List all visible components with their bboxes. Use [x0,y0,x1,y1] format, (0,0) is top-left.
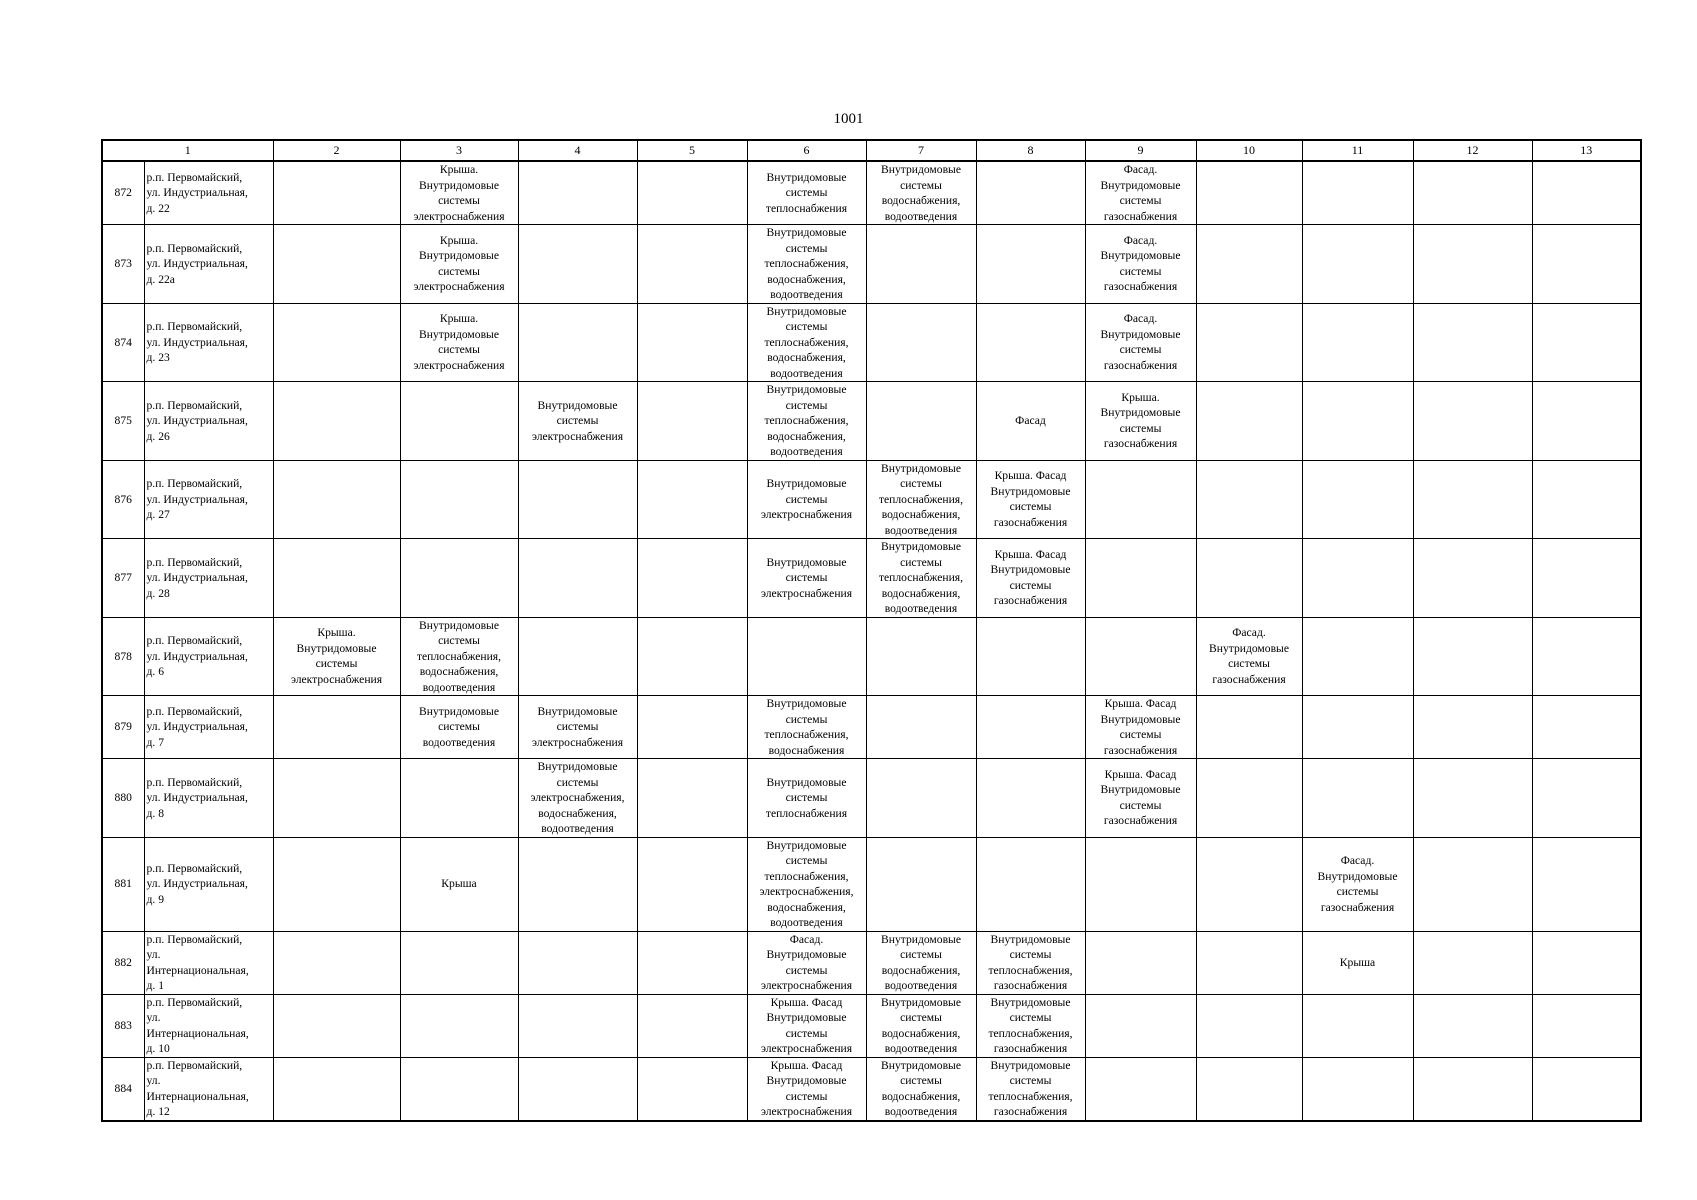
work-cell [1532,931,1641,994]
column-header: 11 [1302,140,1413,161]
work-cell [866,225,976,304]
work-cell [400,759,518,838]
table-row [102,225,1641,304]
work-cell [400,931,518,994]
work-cell [1532,759,1641,838]
work-cell [1302,460,1413,539]
work-cell [637,539,747,618]
work-cell: Внутридомовые системы теплоснабжения [747,161,866,225]
work-cell [1532,696,1641,759]
work-cell [1196,225,1302,304]
work-cell [637,994,747,1057]
address-cell: р.п. Первомайский, ул. Индустриальная, д. 6 [144,617,273,696]
work-cell: Фасад. Внутридомовые системы газоснабжения [1085,303,1196,382]
address-cell: р.п. Первомайский, ул. Индустриальная, д. 7 [144,696,273,759]
column-header: 4 [518,140,637,161]
work-cell [637,460,747,539]
work-cell [976,303,1085,382]
column-header: 1 [102,140,273,161]
work-cell [1413,837,1532,931]
work-cell [518,931,637,994]
row-number: 879 [102,696,144,759]
work-cell [1085,539,1196,618]
work-cell [637,303,747,382]
work-cell: Крыша [1302,931,1413,994]
work-cell [518,1057,637,1121]
work-cell: Крыша. Внутридомовые системы электроснабжения [400,161,518,225]
work-cell [273,460,400,539]
row-number: 881 [102,837,144,931]
address-cell: р.п. Первомайский, ул. Индустриальная, д. 22а [144,225,273,304]
work-cell [747,617,866,696]
row-number: 876 [102,460,144,539]
work-cell [976,696,1085,759]
work-cell [1532,539,1641,618]
work-cell [1196,994,1302,1057]
work-cell [1196,539,1302,618]
address-cell: р.п. Первомайский, ул. Индустриальная, д. 23 [144,303,273,382]
address-cell: р.п. Первомайский, ул. Интернациональная, д. 12 [144,1057,273,1121]
work-cell [518,460,637,539]
work-cell [518,225,637,304]
work-cell [273,225,400,304]
row-number: 882 [102,931,144,994]
work-cell [518,617,637,696]
work-cell: Внутридомовые системы теплоснабжения, водоснабжения, водоотведения [400,617,518,696]
work-cell [518,303,637,382]
work-cell [273,161,400,225]
work-cell [1532,225,1641,304]
row-number: 880 [102,759,144,838]
work-cell: Внутридомовые системы теплоснабжения, газоснабжения [976,994,1085,1057]
work-cell [1302,617,1413,696]
work-cell: Внутридомовые системы водоснабжения, водоотведения [866,1057,976,1121]
work-cell [1196,837,1302,931]
table-row [102,994,1641,1057]
work-cell [637,759,747,838]
work-cell [273,994,400,1057]
work-cell: Крыша. Фасад Внутридомовые системы газоснабжения [1085,696,1196,759]
work-cell [1302,696,1413,759]
row-number: 872 [102,161,144,225]
work-cell [1196,696,1302,759]
work-cell [1532,303,1641,382]
work-cell [637,837,747,931]
work-cell [1085,617,1196,696]
work-cell [400,1057,518,1121]
column-header: 9 [1085,140,1196,161]
work-cell [866,696,976,759]
work-cell: Крыша. Внутридомовые системы электроснабжения [400,225,518,304]
work-cell [400,539,518,618]
row-number: 877 [102,539,144,618]
work-cell [1413,161,1532,225]
address-cell: р.п. Первомайский, ул. Индустриальная, д. 28 [144,539,273,618]
work-cell [866,617,976,696]
address-cell: р.п. Первомайский, ул. Интернациональная, д. 1 [144,931,273,994]
column-header: 10 [1196,140,1302,161]
address-cell: р.п. Первомайский, ул. Индустриальная, д. 26 [144,382,273,461]
address-cell: р.п. Первомайский, ул. Интернациональная, д. 10 [144,994,273,1057]
address-cell: р.п. Первомайский, ул. Индустриальная, д. 27 [144,460,273,539]
work-cell [1196,759,1302,838]
work-cell [1413,225,1532,304]
work-cell [400,994,518,1057]
work-cell: Фасад. Внутридомовые системы газоснабжения [1302,837,1413,931]
table-row [102,1057,1641,1121]
work-cell [1302,759,1413,838]
table-row [102,161,1641,225]
repair-schedule-table [101,139,1642,1122]
work-cell: Крыша. Фасад Внутридомовые системы электроснабжения [747,1057,866,1121]
work-cell: Внутридомовые системы теплоснабжения, водоснабжения, водоотведения [747,382,866,461]
work-cell [866,759,976,838]
work-cell [637,225,747,304]
column-header: 7 [866,140,976,161]
table-row [102,759,1641,838]
work-cell [1413,994,1532,1057]
table-row [102,931,1641,994]
work-cell [1196,382,1302,461]
work-cell [1413,460,1532,539]
work-cell [1532,994,1641,1057]
work-cell [1085,931,1196,994]
work-cell [637,382,747,461]
work-cell: Фасад. Внутридомовые системы газоснабжения [1085,161,1196,225]
work-cell [1302,161,1413,225]
work-cell: Крыша. Фасад Внутридомовые системы газоснабжения [1085,759,1196,838]
work-cell [273,696,400,759]
work-cell: Внутридомовые системы теплоснабжения, водоснабжения, водоотведения [866,460,976,539]
work-cell: Внутридомовые системы водоотведения [400,696,518,759]
work-cell: Внутридомовые системы водоснабжения, водоотведения [866,931,976,994]
work-cell [976,225,1085,304]
work-cell [1302,225,1413,304]
table-row [102,303,1641,382]
work-cell: Внутридомовые системы электроснабжения, водоснабжения, водоотведения [518,759,637,838]
work-cell [1302,539,1413,618]
work-cell: Внутридомовые системы водоснабжения, водоотведения [866,161,976,225]
work-cell: Фасад. Внутридомовые системы газоснабжения [1196,617,1302,696]
work-cell: Крыша [400,837,518,931]
work-cell [1413,696,1532,759]
row-number: 884 [102,1057,144,1121]
column-header: 8 [976,140,1085,161]
table-row [102,382,1641,461]
work-cell [637,161,747,225]
work-cell [1196,1057,1302,1121]
table-row [102,696,1641,759]
work-cell [1196,460,1302,539]
work-cell [273,759,400,838]
address-cell: р.п. Первомайский, ул. Индустриальная, д. 22 [144,161,273,225]
row-number: 883 [102,994,144,1057]
work-cell [1302,303,1413,382]
table-row [102,617,1641,696]
address-cell: р.п. Первомайский, ул. Индустриальная, д. 8 [144,759,273,838]
work-cell: Внутридомовые системы электроснабжения [518,696,637,759]
work-cell: Внутридомовые системы теплоснабжения, водоснабжения, водоотведения [747,225,866,304]
work-cell: Крыша. Внутридомовые системы электроснабжения [273,617,400,696]
work-cell [1532,161,1641,225]
work-cell: Крыша. Фасад Внутридомовые системы газоснабжения [976,539,1085,618]
work-cell [518,837,637,931]
work-cell [1302,994,1413,1057]
work-cell [273,382,400,461]
work-cell [1532,1057,1641,1121]
work-cell: Внутридомовые системы теплоснабжения [747,759,866,838]
work-cell [1413,931,1532,994]
work-cell [1532,382,1641,461]
row-number: 875 [102,382,144,461]
work-cell [637,696,747,759]
column-header: 5 [637,140,747,161]
work-cell [1413,759,1532,838]
column-header: 6 [747,140,866,161]
work-cell [1302,382,1413,461]
row-number: 873 [102,225,144,304]
work-cell [1413,539,1532,618]
work-cell [637,931,747,994]
work-cell: Внутридомовые системы теплоснабжения, электроснабжения, водоснабжения, водоотведения [747,837,866,931]
work-cell [976,759,1085,838]
work-cell [1196,931,1302,994]
work-cell [273,539,400,618]
work-cell [273,837,400,931]
work-cell [1413,303,1532,382]
row-number: 874 [102,303,144,382]
table-row [102,539,1641,618]
work-cell [400,382,518,461]
work-cell [518,994,637,1057]
work-cell: Внутридомовые системы водоснабжения, водоотведения [866,994,976,1057]
work-cell [1302,1057,1413,1121]
work-cell [637,1057,747,1121]
work-cell [976,837,1085,931]
work-cell: Внутридомовые системы теплоснабжения, водоснабжения, водоотведения [747,303,866,382]
address-cell: р.п. Первомайский, ул. Индустриальная, д. 9 [144,837,273,931]
work-cell [518,539,637,618]
column-header-row [102,140,1641,161]
work-cell [976,617,1085,696]
work-cell: Внутридомовые системы электроснабжения [518,382,637,461]
work-cell [637,617,747,696]
column-header: 13 [1532,140,1641,161]
column-header: 12 [1413,140,1532,161]
work-cell [1532,837,1641,931]
work-cell [1085,837,1196,931]
table-row [102,460,1641,539]
work-cell [518,161,637,225]
work-cell [273,303,400,382]
work-cell: Фасад. Внутридомовые системы газоснабжения [1085,225,1196,304]
work-cell [1413,617,1532,696]
work-cell [1085,460,1196,539]
work-cell [1532,617,1641,696]
work-cell: Крыша. Фасад Внутридомовые системы газоснабжения [976,460,1085,539]
work-cell: Крыша. Внутридомовые системы газоснабжения [1085,382,1196,461]
work-cell [1532,460,1641,539]
work-cell [1085,1057,1196,1121]
work-cell: Крыша. Фасад Внутридомовые системы электроснабжения [747,994,866,1057]
work-cell: Фасад. Внутридомовые системы электроснабжения [747,931,866,994]
work-cell [273,1057,400,1121]
work-cell [866,303,976,382]
work-cell: Внутридомовые системы электроснабжения [747,539,866,618]
work-cell [1085,994,1196,1057]
page-number: 1001 [833,111,864,127]
row-number: 878 [102,617,144,696]
work-cell: Внутридомовые системы электроснабжения [747,460,866,539]
work-cell [1196,303,1302,382]
work-cell: Крыша. Внутридомовые системы электроснабжения [400,303,518,382]
work-cell [866,382,976,461]
column-header: 3 [400,140,518,161]
work-cell: Внутридомовые системы теплоснабжения, газоснабжения [976,1057,1085,1121]
work-cell: Фасад [976,382,1085,461]
work-cell: Внутридомовые системы теплоснабжения, водоснабжения, водоотведения [866,539,976,618]
work-cell: Внутридомовые системы теплоснабжения, водоснабжения [747,696,866,759]
work-cell: Внутридомовые системы теплоснабжения, газоснабжения [976,931,1085,994]
work-cell [1413,382,1532,461]
work-cell [1413,1057,1532,1121]
table-row [102,837,1641,931]
work-cell [273,931,400,994]
work-cell [976,161,1085,225]
work-cell [1196,161,1302,225]
work-cell [400,460,518,539]
work-cell [866,837,976,931]
column-header: 2 [273,140,400,161]
